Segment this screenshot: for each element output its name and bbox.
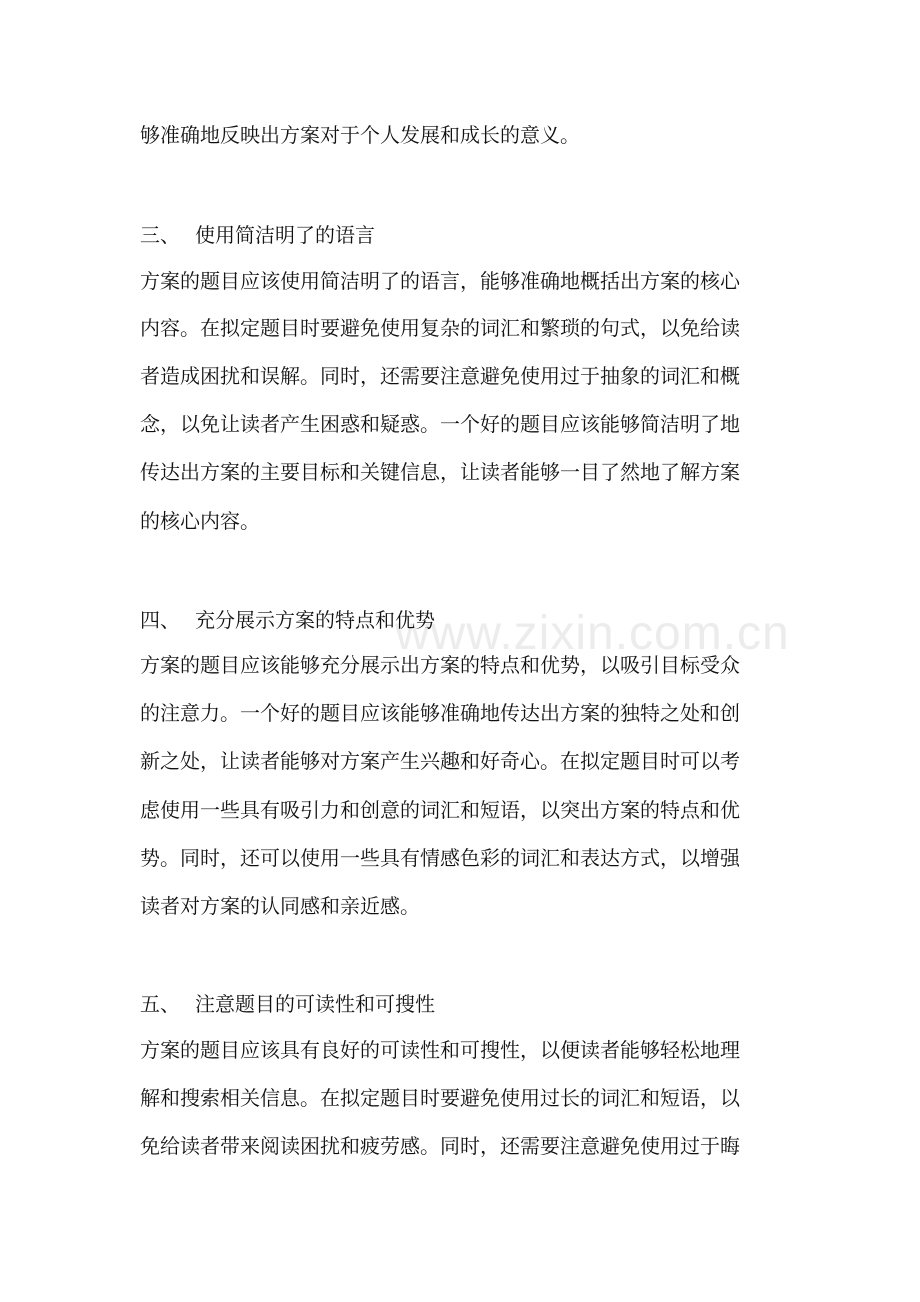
paragraph-line: 内容。在拟定题目时要避免使用复杂的词汇和繁琐的句式，以免给读 [140,316,740,340]
paragraph-line: 读者对方案的认同感和亲近感。 [140,894,420,918]
paragraph-line: 解和搜索相关信息。在拟定题目时要避免使用过长的词汇和短语，以 [140,1086,740,1110]
paragraph-line: 方案的题目应该具有良好的可读性和可搜性，以便读者能够轻松地理 [140,1038,740,1062]
paragraph-line: 的注意力。一个好的题目应该能够准确地传达出方案的独特之处和创 [140,701,740,725]
section-title: 使用简洁明了的语言 [195,223,375,247]
paragraph-line: 传达出方案的主要目标和关键信息，让读者能够一目了然地了解方案 [140,460,740,484]
section-title: 充分展示方案的特点和优势 [195,608,435,632]
watermark: www.zixin.com.cn [395,607,790,660]
section-number: 五、 [140,992,180,1016]
section-number: 三、 [140,223,180,247]
paragraph-line: 势。同时，还可以使用一些具有情感色彩的词汇和表达方式，以增强 [140,846,740,870]
paragraph-line: 免给读者带来阅读困扰和疲劳感。同时，还需要注意避免使用过于晦 [140,1134,740,1158]
paragraph-line: 念，以免让读者产生困惑和疑惑。一个好的题目应该能够简洁明了地 [140,412,740,436]
paragraph-line: 新之处，让读者能够对方案产生兴趣和好奇心。在拟定题目时可以考 [140,749,740,773]
intro-line: 够准确地反映出方案对于个人发展和成长的意义。 [140,123,580,147]
section-heading-5 [140,990,435,1018]
section-heading-3 [140,221,375,249]
section-number: 四、 [140,608,180,632]
paragraph-line: 方案的题目应该能够充分展示出方案的特点和优势，以吸引目标受众 [140,653,740,677]
section-title: 注意题目的可读性和可搜性 [195,992,435,1016]
section-heading-4 [140,606,435,634]
paragraph-line: 的核心内容。 [140,509,260,533]
paragraph-line: 方案的题目应该使用简洁明了的语言，能够准确地概括出方案的核心 [140,269,740,293]
paragraph-line: 虑使用一些具有吸引力和创意的词汇和短语，以突出方案的特点和优 [140,798,740,822]
paragraph-line: 者造成困扰和误解。同时，还需要注意避免使用过于抽象的词汇和概 [140,364,740,388]
